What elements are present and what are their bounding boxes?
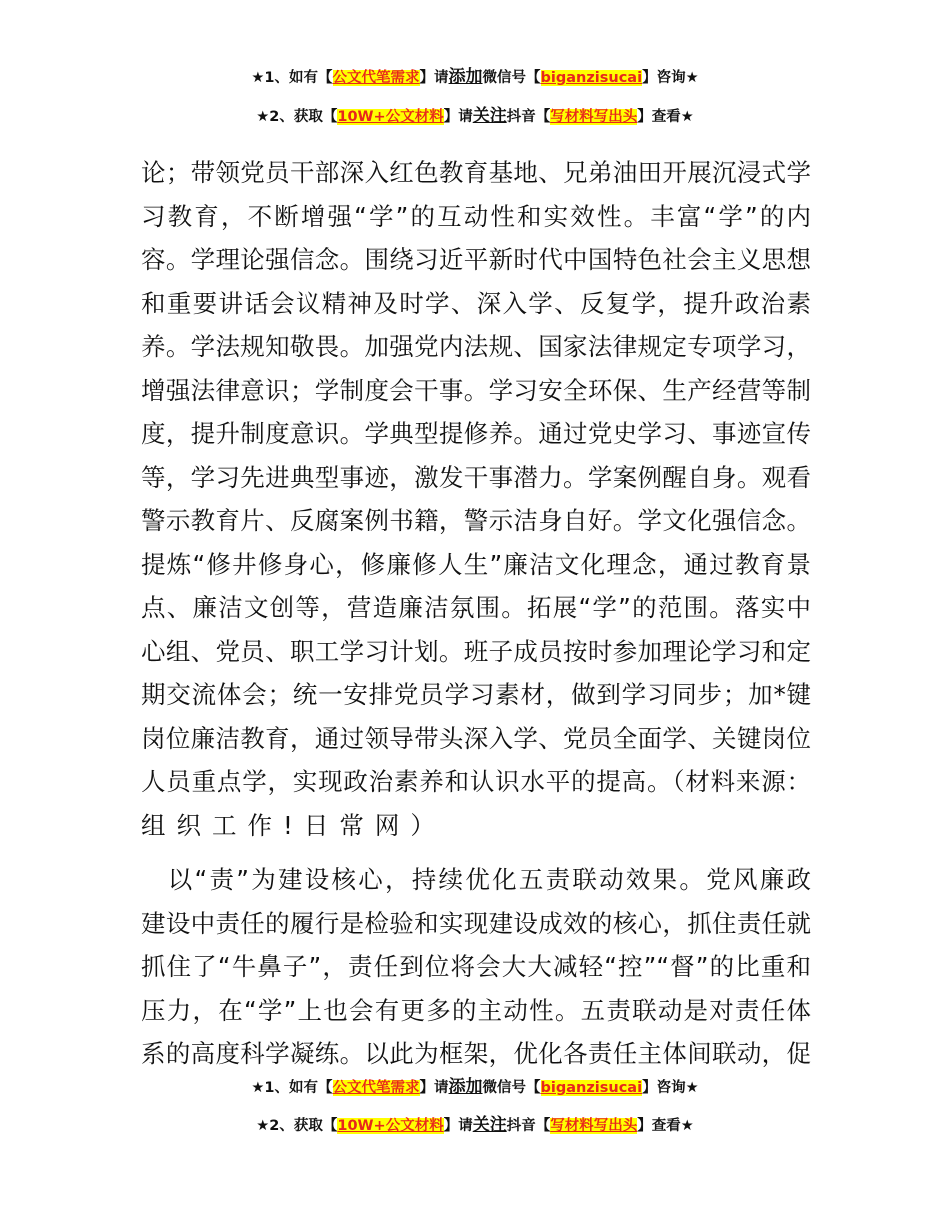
body-line: 建设中责任的履行是检验和实现建设成效的核心，抓住责任就 (141, 908, 811, 938)
banner-end: 】咨询★ (642, 70, 699, 86)
highlight-materials: 10W+公文材料 (337, 109, 444, 125)
banner-mid: 】请 (419, 1080, 449, 1096)
banner-prefix: ★1、如有【 (251, 1080, 333, 1096)
body-line: 和重要讲话会议精神及时学、深入学、反复学，提升政治素 (141, 288, 811, 318)
body-line: 习教育，不断增强“学”的互动性和实效性。丰富“学”的内 (141, 201, 811, 231)
body-line: 养。学法规知敬畏。加强党内法规、国家法律规定专项学习， (141, 332, 811, 361)
banner-prefix: ★2、获取【 (256, 1118, 338, 1134)
body-line: 心组、党员、职工学习计划。班子成员按时参加理论学习和定 (141, 636, 811, 666)
highlight-douyin: 写材料写出头 (550, 1118, 638, 1134)
highlight-service: 公文代笔需求 (332, 70, 420, 86)
banner-follow: 关注 (472, 1115, 507, 1135)
body-line: 期交流体会；统一安排党员学习素材，做到学习同步；加*键 (141, 680, 811, 709)
body-line: 以“责”为建设核心，持续优化五责联动效果。党风廉政 (141, 865, 811, 894)
banner-mid: 】请 (443, 1118, 473, 1134)
body-line: 度，提升制度意识。学典型提修养。通过党史学习、事迹宣传 (141, 419, 811, 448)
highlight-douyin: 写材料写出头 (550, 109, 638, 125)
banner-mid2: 微信号【 (482, 1080, 541, 1096)
highlight-service: 公文代笔需求 (332, 1080, 420, 1096)
footer-banner-consult (0, 1076, 950, 1099)
banner-mid2: 抖音【 (506, 109, 551, 125)
body-line: 点、廉洁文创等，营造廉洁氛围。拓展“学”的范围。落实中 (141, 593, 811, 622)
source-line: 组织工作!日常网） (141, 810, 446, 840)
banner-mid: 】请 (419, 70, 449, 86)
body-line: 抓住了“牛鼻子”，责任到位将会大大减轻“控”“督”的比重和 (141, 952, 811, 981)
body-line: 论；带领党员干部深入红色教育基地、兄弟油田开展沉浸式学 (141, 158, 811, 187)
body-line: 人员重点学，实现政治素养和认识水平的提高。（材料来源： (141, 767, 811, 796)
banner-mid: 】请 (443, 109, 473, 125)
body-line: 警示教育片、反腐案例书籍，警示洁身自好。学文化强信念。 (141, 506, 811, 535)
highlight-wechat-id: biganzisucai (540, 70, 643, 86)
highlight-wechat-id: biganzisucai (540, 1080, 643, 1096)
footer-banner-follow (0, 1114, 950, 1137)
banner-follow: 关注 (472, 106, 507, 126)
header-banner-follow (0, 105, 950, 128)
banner-end: 】咨询★ (642, 1080, 699, 1096)
banner-add: 添加 (448, 67, 483, 87)
body-line: 提炼“修井修身心，修廉修人生”廉洁文化理念，通过教育景 (141, 549, 811, 579)
body-line: 增强法律意识；学制度会干事。学习安全环保、生产经营等制 (141, 375, 811, 405)
banner-end: 】查看★ (637, 109, 694, 125)
body-line: 系的高度科学凝练。以此为框架，优化各责任主体间联动，促 (141, 1039, 811, 1068)
body-line: 压力，在“学”上也会有更多的主动性。五责联动是对责任体 (141, 995, 811, 1025)
banner-mid2: 抖音【 (506, 1118, 551, 1134)
header-banner-consult (0, 66, 950, 89)
body-line: 容。学理论强信念。围绕习近平新时代中国特色社会主义思想 (141, 245, 811, 274)
document-body (141, 151, 821, 1076)
paragraph-gap (141, 847, 821, 858)
banner-add: 添加 (448, 1077, 483, 1097)
banner-prefix: ★2、获取【 (256, 109, 338, 125)
banner-prefix: ★1、如有【 (251, 70, 333, 86)
banner-mid2: 微信号【 (482, 70, 541, 86)
banner-end: 】查看★ (637, 1118, 694, 1134)
highlight-materials: 10W+公文材料 (337, 1118, 444, 1134)
body-line: 等，学习先进典型事迹，激发干事潜力。学案例醒自身。观看 (141, 462, 811, 492)
body-line: 岗位廉洁教育，通过领导带头深入学、党员全面学、关键岗位 (141, 723, 811, 753)
